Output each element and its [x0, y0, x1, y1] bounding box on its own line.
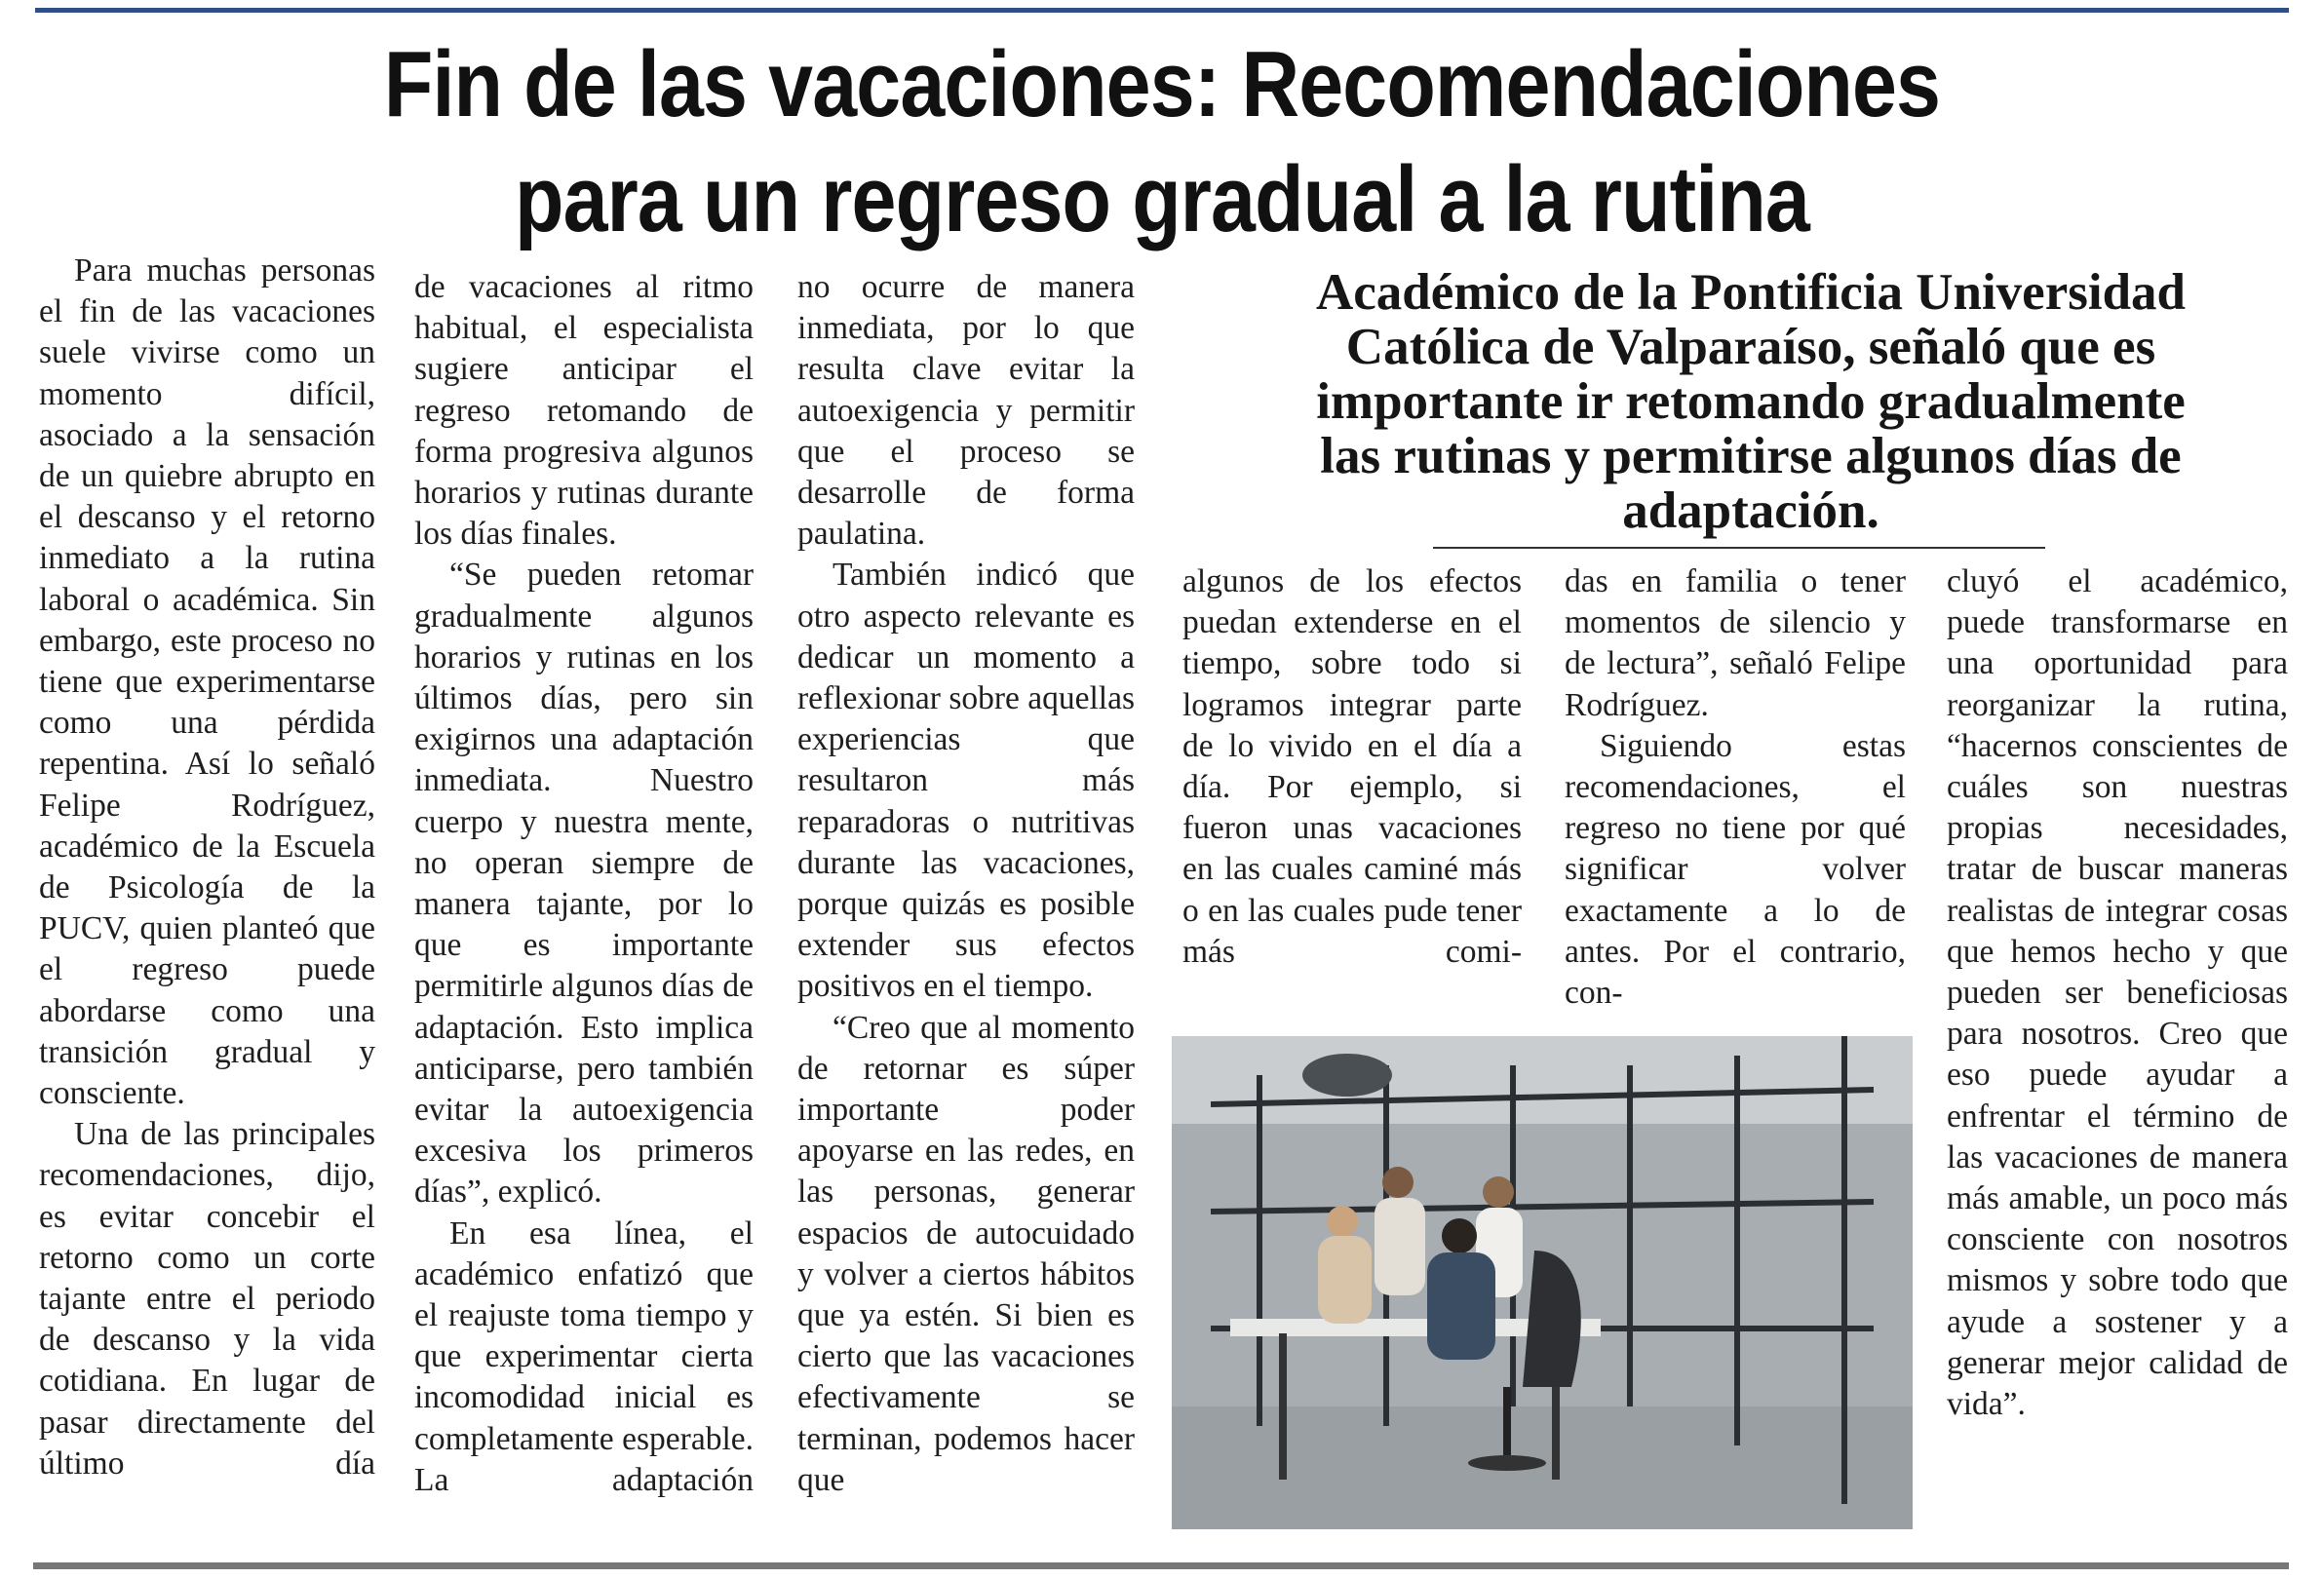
top-rule — [35, 8, 2289, 13]
deck-subheadline — [1283, 265, 2219, 538]
deck-rule — [1433, 547, 2045, 549]
paragraph: das en familia o tener momentos de silencio y de lectura”, señaló Felipe Rodríguez. — [1565, 563, 1906, 723]
photo-illustration — [1172, 1036, 1913, 1529]
paragraph: algunos de los efectos puedan extenderse en el tiempo, sobre todo si logramos integrar parte de lo vivido en el día a día. Por ejemplo, si fueron unas vacaciones en las cuales caminé más o en las cuales pude tener más comi- — [1182, 563, 1522, 970]
article-column-2 — [414, 267, 754, 1501]
deck-line: Académico de la Pontificia Universidad — [1315, 264, 2187, 321]
paragraph: En esa línea, el académico enfatizó que el reajuste toma tiempo y que experimentar cierta incomodidad inicial es completamente esperable. La adaptación — [414, 1214, 754, 1498]
office-meeting-photo — [1172, 1036, 1913, 1529]
deck-line: adaptación. — [1622, 482, 1879, 539]
paragraph: “Se pueden retomar gradualmente algunos horarios y rutinas en los últimos días, pero sin exigirnos una adaptación inmediata. Nuestro cuerpo y nuestra mente, no operan siempre de manera tajante, por lo que es importante permitirle algunos días de adaptación. Esto implica anticiparse, pero también evitar la autoexigencia excesiva los primeros días”, explicó. — [414, 557, 754, 1211]
paragraph: También indicó que otro aspecto relevante es dedicar un momento a reflexionar sobre aquellas experiencias que resultaron más reparadoras o nutritivas durante las vacaciones, porque quizás es posible extender sus efectos positivos en el tiempo. — [797, 557, 1136, 1005]
deck-line: importante ir retomando gradualmente — [1316, 373, 2186, 430]
deck-line: Católica de Valparaíso, señaló que es — [1345, 319, 2156, 375]
headline — [196, 27, 2127, 257]
paragraph: Para muchas personas el fin de las vacaciones suele vivirse como un momento difícil, asociado a la sensación de un quiebre abrupto en el descanso y el retorno inmediato a la rutina laboral o académica. Sin embargo, este proceso no tiene que experimentarse como una pérdida repentina. Así lo señaló Felipe Rodríguez, académico de la Escuela de Psicología de la PUCV, quien planteó que el regreso puede abordarse como una transición gradual y consciente. — [39, 252, 375, 1112]
deck-line: las rutinas y permitirse algunos días de — [1320, 428, 2182, 484]
paragraph: Una de las principales recomendaciones, dijo, es evitar concebir el retorno como un corte tajante entre el periodo de descanso y la vida cotidiana. En lugar de pasar directamente del último día — [39, 1116, 375, 1482]
paragraph: “Creo que al momento de retornar es súper importante poder apoyarse en las redes, en las personas, generar espacios de autocuidado y volver a ciertos hábitos que ya estén. Si bien es cierto que las vacaciones efectivamente se terminan, podemos hacer que — [797, 1009, 1135, 1498]
paragraph: Siguiendo estas recomendaciones, el regreso no tiene por qué significar volver exactamente a lo de antes. Por el contrario, con- — [1565, 727, 1906, 1012]
article-column-5 — [1565, 561, 1906, 1014]
article-column-1 — [39, 250, 375, 1484]
article-column-4 — [1182, 561, 1522, 973]
paragraph: de vacaciones al ritmo habitual, el especialista sugiere anticipar el regreso retomando de forma progresiva algunos horarios y rutinas durante los días finales. — [414, 269, 754, 553]
headline-line-1: Fin de las vacaciones: Recomendaciones — [383, 32, 1941, 136]
article-column-6 — [1947, 561, 2288, 1425]
bottom-rule — [33, 1562, 2289, 1569]
article-column-3 — [797, 267, 1135, 1501]
headline-line-2: para un regreso gradual a la rutina — [515, 147, 1809, 251]
paragraph: cluyó el académico, puede transformarse en una oportunidad para reorganizar la rutina, “hacernos conscientes de cuáles son nuestras propias necesidades, tratar de buscar maneras realistas de integrar cosas que hemos hecho y que pueden ser beneficiosas para nosotros. Creo que eso puede ayudar a enfrentar el término de las vacaciones de manera más amable, un poco más consciente con nosotros mismos y sobre todo que ayude a sostener y a generar mejor calidad de vida”. — [1947, 563, 2288, 1423]
paragraph: no ocurre de manera inmediata, por lo que resulta clave evitar la autoexigencia y permitir que el proceso se desarrolle de forma paulatina. — [797, 269, 1135, 553]
